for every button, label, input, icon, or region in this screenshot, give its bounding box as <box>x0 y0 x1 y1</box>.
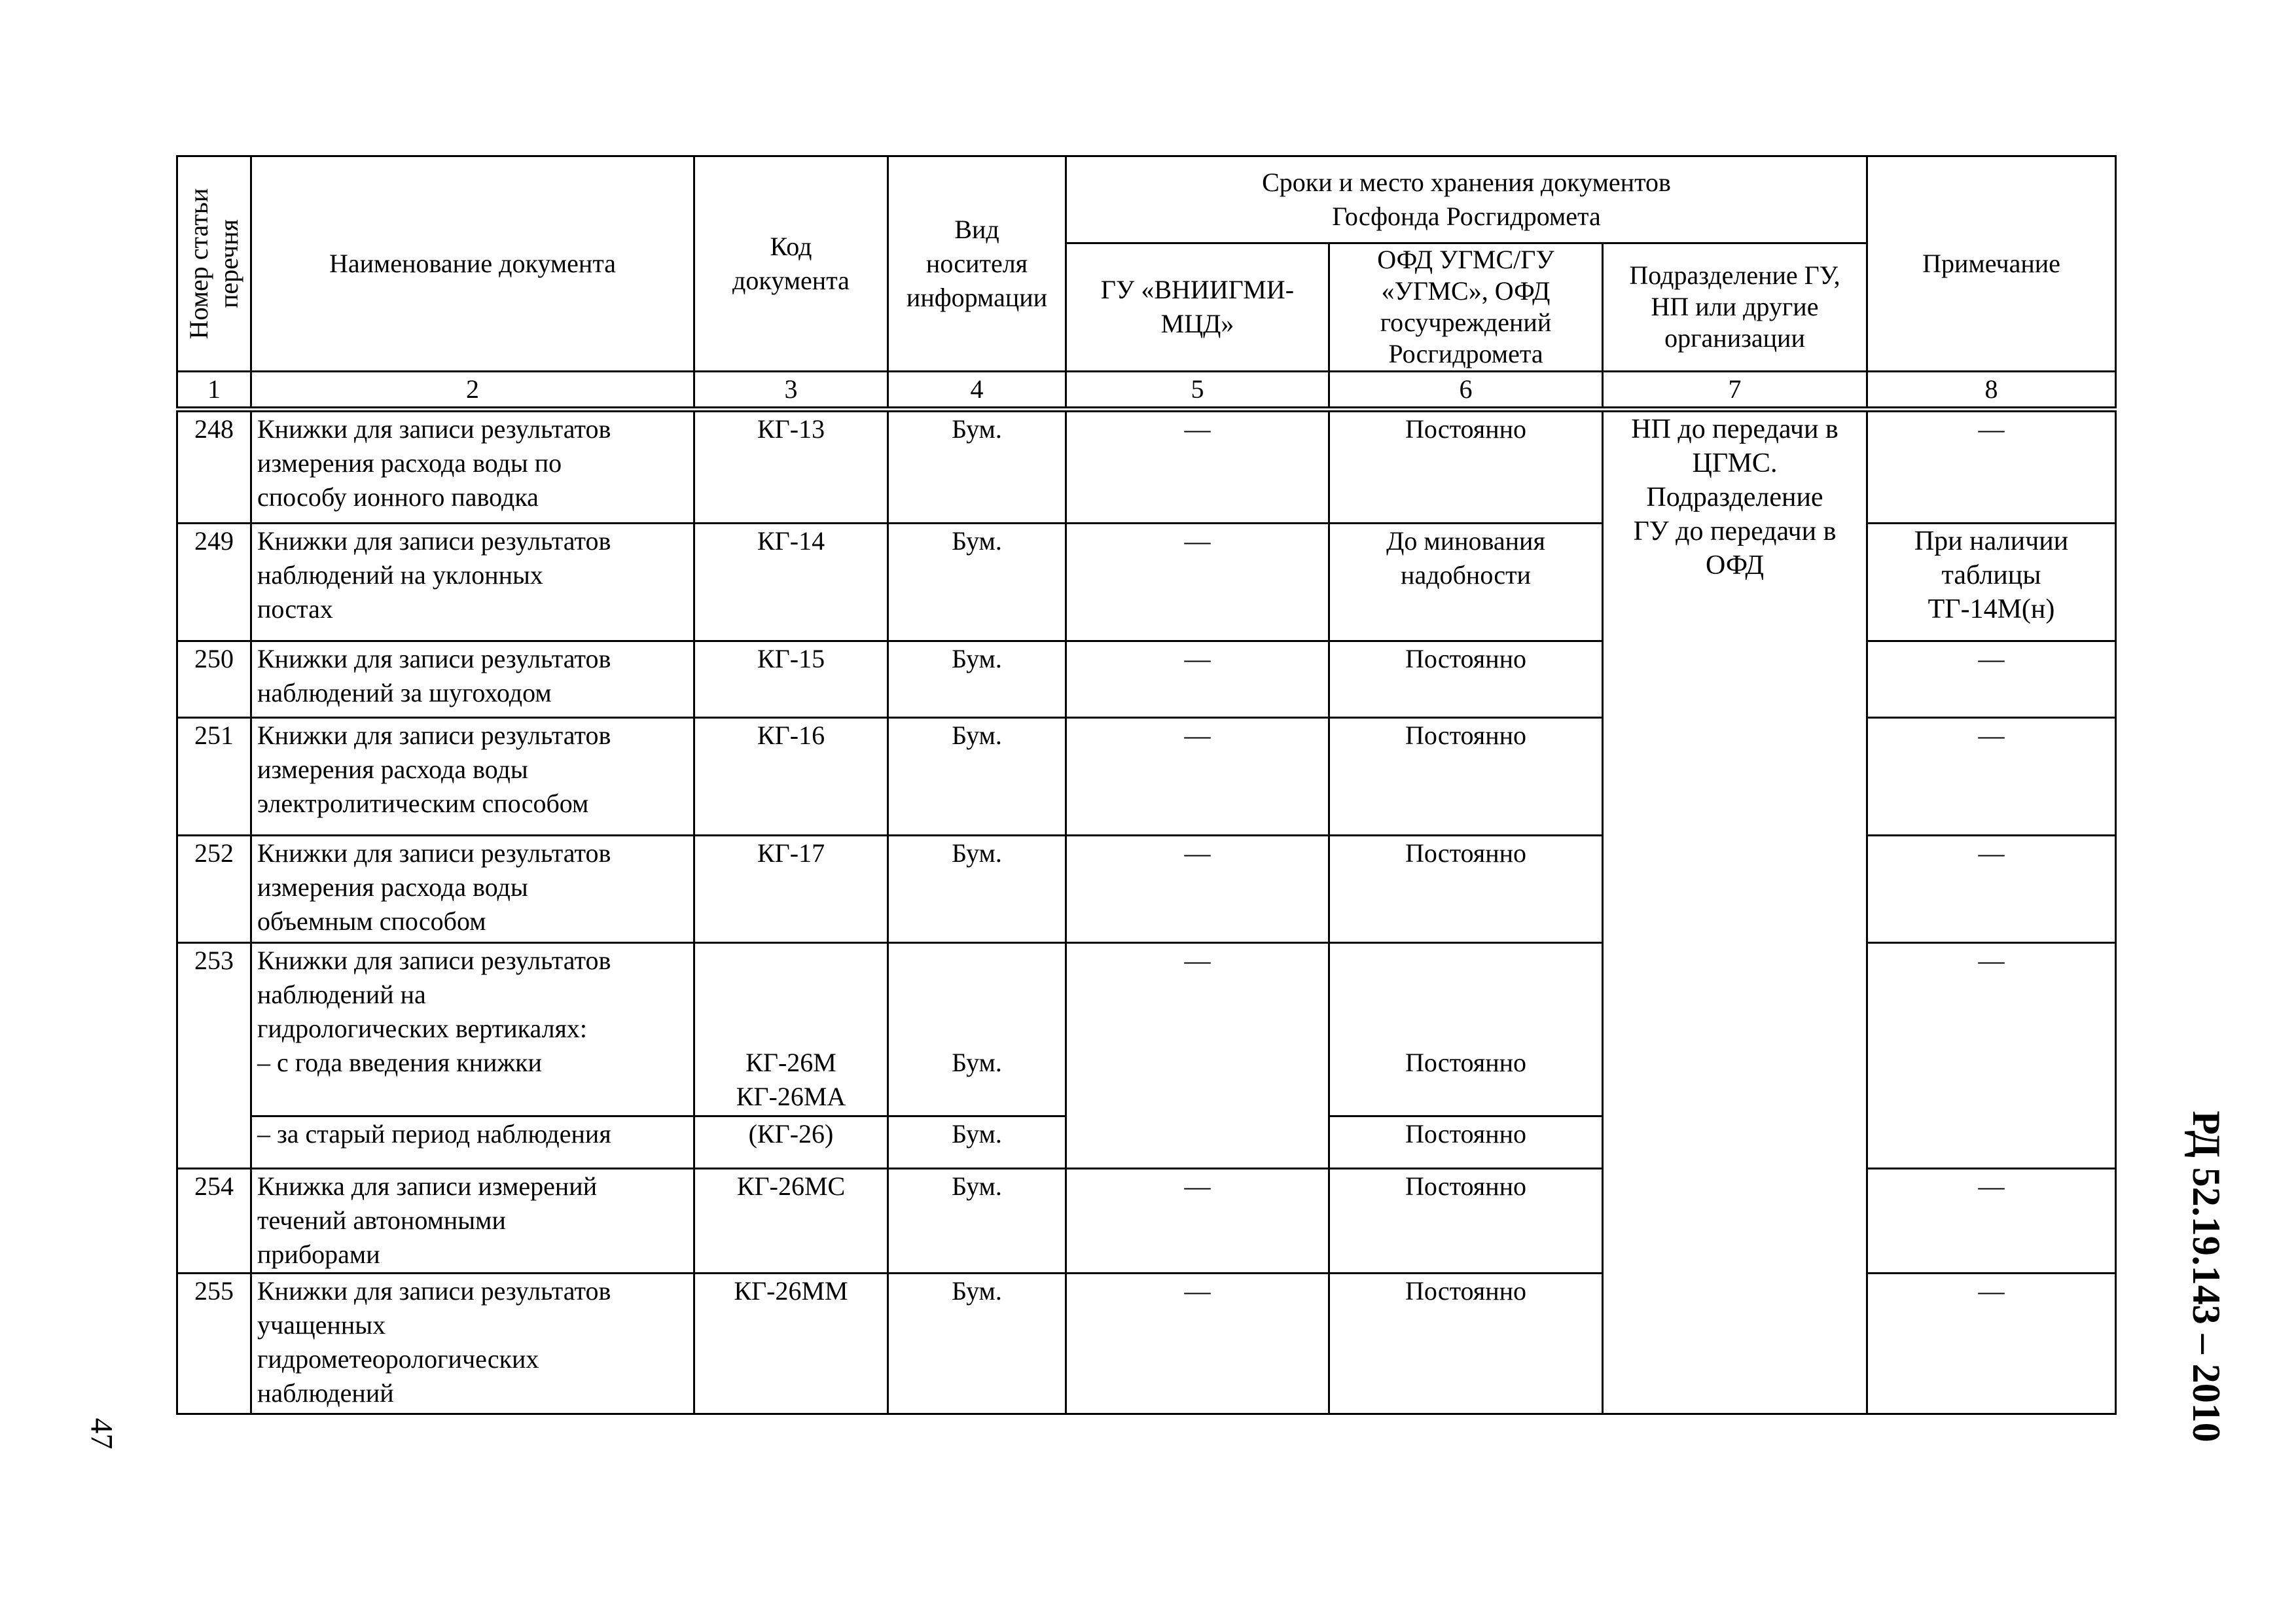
ofd-storage: Постоянно <box>1329 1169 1603 1274</box>
ofd-storage: Постоянно <box>1329 410 1603 524</box>
table-row <box>177 410 2116 524</box>
vniigmi-storage: — <box>1066 1169 1329 1274</box>
column-number: 8 <box>1867 372 2116 410</box>
row-number: 249 <box>177 524 251 641</box>
document-name: Книжки для записи результатов измерения расхода воды объемным способом <box>251 836 694 943</box>
ofd-storage: Постоянно <box>1329 943 1603 1116</box>
vniigmi-storage: — <box>1066 1274 1329 1414</box>
document-name: Книжки для записи результатов наблюдений на уклонных постах <box>251 524 694 641</box>
media-type: Бум. <box>888 410 1066 524</box>
note: — <box>1867 1274 2116 1414</box>
row-number: 253 <box>177 943 251 1169</box>
header-row-1 <box>177 156 2116 243</box>
document-name: Книжки для записи результатов наблюдений за шугоходом <box>251 641 694 718</box>
media-type: Бум. <box>888 1274 1066 1414</box>
note: — <box>1867 718 2116 836</box>
header-col-ofd: ОФД УГМС/ГУ «УГМС», ОФД госучреждений Росгидромета <box>1329 243 1603 371</box>
document-code: КГ-15 <box>694 641 888 718</box>
media-type: Бум. <box>888 836 1066 943</box>
document-code: КГ-13 <box>694 410 888 524</box>
media-type: Бум. <box>888 1116 1066 1169</box>
ofd-storage: Постоянно <box>1329 836 1603 943</box>
note: — <box>1867 836 2116 943</box>
ofd-storage: До минования надобности <box>1329 524 1603 641</box>
media-type: Бум. <box>888 718 1066 836</box>
media-type: Бум. <box>888 524 1066 641</box>
media-type: Бум. <box>888 641 1066 718</box>
document-code: (КГ-26) <box>694 1116 888 1169</box>
row-number: 255 <box>177 1274 251 1414</box>
note: — <box>1867 410 2116 524</box>
note: — <box>1867 943 2116 1169</box>
document-table <box>176 155 2117 1415</box>
header-col-media: Вид носителя информации <box>888 156 1066 372</box>
document-name: Книжка для записи измерений течений автономными приборами <box>251 1169 694 1274</box>
column-number: 5 <box>1066 372 1329 410</box>
row-number: 254 <box>177 1169 251 1274</box>
column-number: 3 <box>694 372 888 410</box>
column-numbers-row <box>177 372 2116 410</box>
header-col-name: Наименование документа <box>251 156 694 372</box>
document-name: Книжки для записи результатов измерения расхода воды электролитическим способом <box>251 718 694 836</box>
note: При наличии таблицы ТГ-14М(н) <box>1867 524 2116 641</box>
document-code: КГ-17 <box>694 836 888 943</box>
column-number: 7 <box>1603 372 1867 410</box>
document-name: Книжки для записи результатов измерения расхода воды по способу ионного паводка <box>251 410 694 524</box>
column-number: 2 <box>251 372 694 410</box>
note: — <box>1867 641 2116 718</box>
column-number: 4 <box>888 372 1066 410</box>
ofd-storage: Постоянно <box>1329 1274 1603 1414</box>
header-col-note: Примечание <box>1867 156 2116 372</box>
note: — <box>1867 1169 2116 1274</box>
document-name: Книжки для записи результатов наблюдений на гидрологических вертикалях: – с года введения книжки <box>251 943 694 1116</box>
column-number: 1 <box>177 372 251 410</box>
vniigmi-storage: — <box>1066 410 1329 524</box>
row-number: 248 <box>177 410 251 524</box>
page-number: 47 <box>84 1418 119 1449</box>
header-col-vniigmi: ГУ «ВНИИГМИ- МЦД» <box>1066 243 1329 371</box>
document-code: КГ-26ММ <box>694 1274 888 1414</box>
document-code: КГ-26М КГ-26МА <box>694 943 888 1116</box>
vniigmi-storage: — <box>1066 836 1329 943</box>
header-col-code: Код документа <box>694 156 888 372</box>
column-number: 6 <box>1329 372 1603 410</box>
document-name: – за старый период наблюдения <box>251 1116 694 1169</box>
vniigmi-storage: — <box>1066 718 1329 836</box>
ofd-storage: Постоянно <box>1329 1116 1603 1169</box>
document-code: КГ-14 <box>694 524 888 641</box>
vniigmi-storage: — <box>1066 943 1329 1169</box>
document-code: КГ-26МС <box>694 1169 888 1274</box>
media-type: Бум. <box>888 943 1066 1116</box>
ofd-storage: Постоянно <box>1329 718 1603 836</box>
vniigmi-storage: — <box>1066 641 1329 718</box>
row-number: 250 <box>177 641 251 718</box>
document-name: Книжки для записи результатов учащенных гидрометеорологических наблюдений <box>251 1274 694 1414</box>
header-col-number: Номер статьи перечня <box>177 156 251 372</box>
row-number: 251 <box>177 718 251 836</box>
media-type: Бум. <box>888 1169 1066 1274</box>
document-code: КГ-16 <box>694 718 888 836</box>
ofd-storage: Постоянно <box>1329 641 1603 718</box>
header-col-division: Подразделение ГУ, НП или другие организации <box>1603 243 1867 371</box>
row-number: 252 <box>177 836 251 943</box>
vniigmi-storage: — <box>1066 524 1329 641</box>
header-storage-group: Сроки и место хранения документов Госфонда Росгидромета <box>1066 156 1867 243</box>
document-code-side: РД 52.19.143 – 2010 <box>2184 1110 2228 1442</box>
division-storage: НП до передачи в ЦГМС. Подразделение ГУ до передачи в ОФД <box>1603 410 1867 1414</box>
